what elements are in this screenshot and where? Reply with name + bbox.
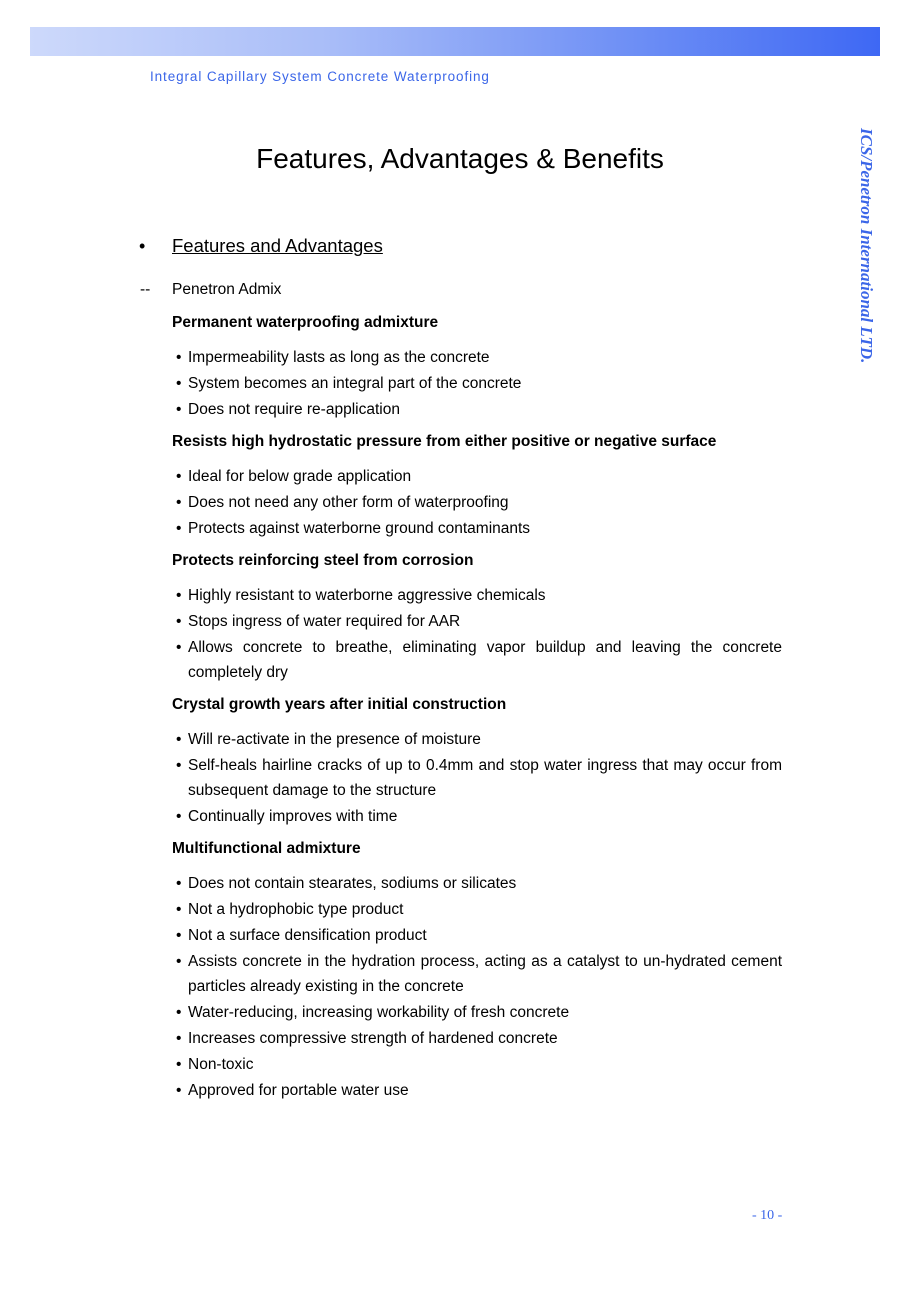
list-item-text: Does not contain stearates, sodiums or silicates: [188, 875, 517, 892]
list-item-text: Water-reducing, increasing workability of fresh concrete: [188, 1004, 570, 1021]
list-item-text: Does not need any other form of waterproofing: [188, 494, 509, 511]
bullet-point: •: [176, 639, 182, 656]
list-item: [172, 635, 782, 685]
bullet-point: •: [176, 927, 182, 944]
list-item: [172, 1052, 782, 1077]
list-item-text: Increases compressive strength of hardened concrete: [188, 1030, 558, 1047]
list-item: [172, 949, 782, 999]
list-item-text: Allows concrete to breathe, eliminating vapor buildup and leaving the concrete completely dry: [188, 639, 782, 681]
list-item-text: Assists concrete in the hydration process, acting as a catalyst to un-hydrated cement particles already existing in the concrete: [188, 953, 782, 995]
list-item-text: Highly resistant to waterborne aggressive chemicals: [188, 587, 546, 604]
bullet-point: •: [176, 808, 182, 825]
section-heading: Features and Advantages: [172, 235, 383, 256]
list-item: [172, 753, 782, 803]
bullet-point: •: [176, 875, 182, 892]
list-item: [172, 1078, 782, 1103]
page-title: Features, Advantages & Benefits: [256, 143, 664, 174]
list-item: [172, 871, 782, 896]
feature-group-title: Protects reinforcing steel from corrosion: [172, 552, 474, 569]
list-item: [172, 583, 782, 608]
list-item-text: Stops ingress of water required for AAR: [188, 613, 461, 630]
feature-group: [172, 839, 782, 1103]
list-item: [172, 490, 782, 515]
list-item-text: Non-toxic: [188, 1056, 254, 1073]
document-header-title: Integral Capillary System Concrete Waterproofing: [150, 69, 490, 84]
feature-list: [172, 313, 782, 1113]
list-item: [172, 371, 782, 396]
bullet-point: •: [176, 1004, 182, 1021]
bullet-point: •: [176, 731, 182, 748]
list-item: [172, 1026, 782, 1051]
list-item: [172, 897, 782, 922]
bullet-point: •: [176, 1082, 182, 1099]
list-item-text: Ideal for below grade application: [188, 468, 412, 485]
feature-group-title: Resists high hydrostatic pressure from either positive or negative surface: [172, 433, 717, 450]
feature-group: [172, 695, 782, 829]
list-item: [172, 345, 782, 370]
bullet-point: •: [176, 757, 182, 774]
list-item: [172, 804, 782, 829]
list-item: [172, 516, 782, 541]
list-item-text: Approved for portable water use: [188, 1082, 409, 1099]
feature-group-title: Permanent waterproofing admixture: [172, 314, 439, 331]
list-item: [172, 1000, 782, 1025]
list-item: [172, 727, 782, 752]
product-dash: --: [140, 281, 151, 298]
list-item: [172, 609, 782, 634]
bullet-point: •: [176, 494, 182, 511]
bullet-point: •: [176, 1056, 182, 1073]
list-item-text: Impermeability lasts as long as the concrete: [188, 349, 490, 366]
product-name: Penetron Admix: [172, 281, 282, 298]
bullet-point: •: [176, 613, 182, 630]
feature-group: [172, 313, 782, 422]
list-item-text: Self-heals hairline cracks of up to 0.4mm and stop water ingress that may occur from subsequent damage to the structure: [188, 757, 782, 799]
bullet-point: •: [176, 953, 182, 970]
bullet-point: •: [176, 520, 182, 537]
bullet-point: •: [176, 901, 182, 918]
list-item-text: Not a hydrophobic type product: [188, 901, 404, 918]
bullet-point: •: [176, 468, 182, 485]
bullet-point: •: [176, 349, 182, 366]
list-item-text: System becomes an integral part of the concrete: [188, 375, 522, 392]
company-side-label: ICS/Penetron International LTD.: [857, 128, 876, 364]
list-item-text: Will re-activate in the presence of moisture: [188, 731, 481, 748]
list-item-text: Does not require re-application: [188, 401, 400, 418]
bullet-point: •: [176, 375, 182, 392]
list-item: [172, 397, 782, 422]
list-item-text: Not a surface densification product: [188, 927, 427, 944]
feature-group: [172, 432, 782, 541]
section-bullet: •: [139, 236, 146, 256]
list-item-text: Continually improves with time: [188, 808, 398, 825]
list-item-text: Protects against waterborne ground contaminants: [188, 520, 531, 537]
feature-group: [172, 551, 782, 685]
feature-group-title: Crystal growth years after initial construction: [172, 696, 507, 713]
bullet-point: •: [176, 587, 182, 604]
bullet-point: •: [176, 1030, 182, 1047]
bullet-point: •: [176, 401, 182, 418]
list-item: [172, 464, 782, 489]
feature-group-title: Multifunctional admixture: [172, 840, 361, 857]
header-gradient-bar: [30, 27, 880, 56]
page-number: - 10 -: [752, 1208, 783, 1223]
list-item: [172, 923, 782, 948]
